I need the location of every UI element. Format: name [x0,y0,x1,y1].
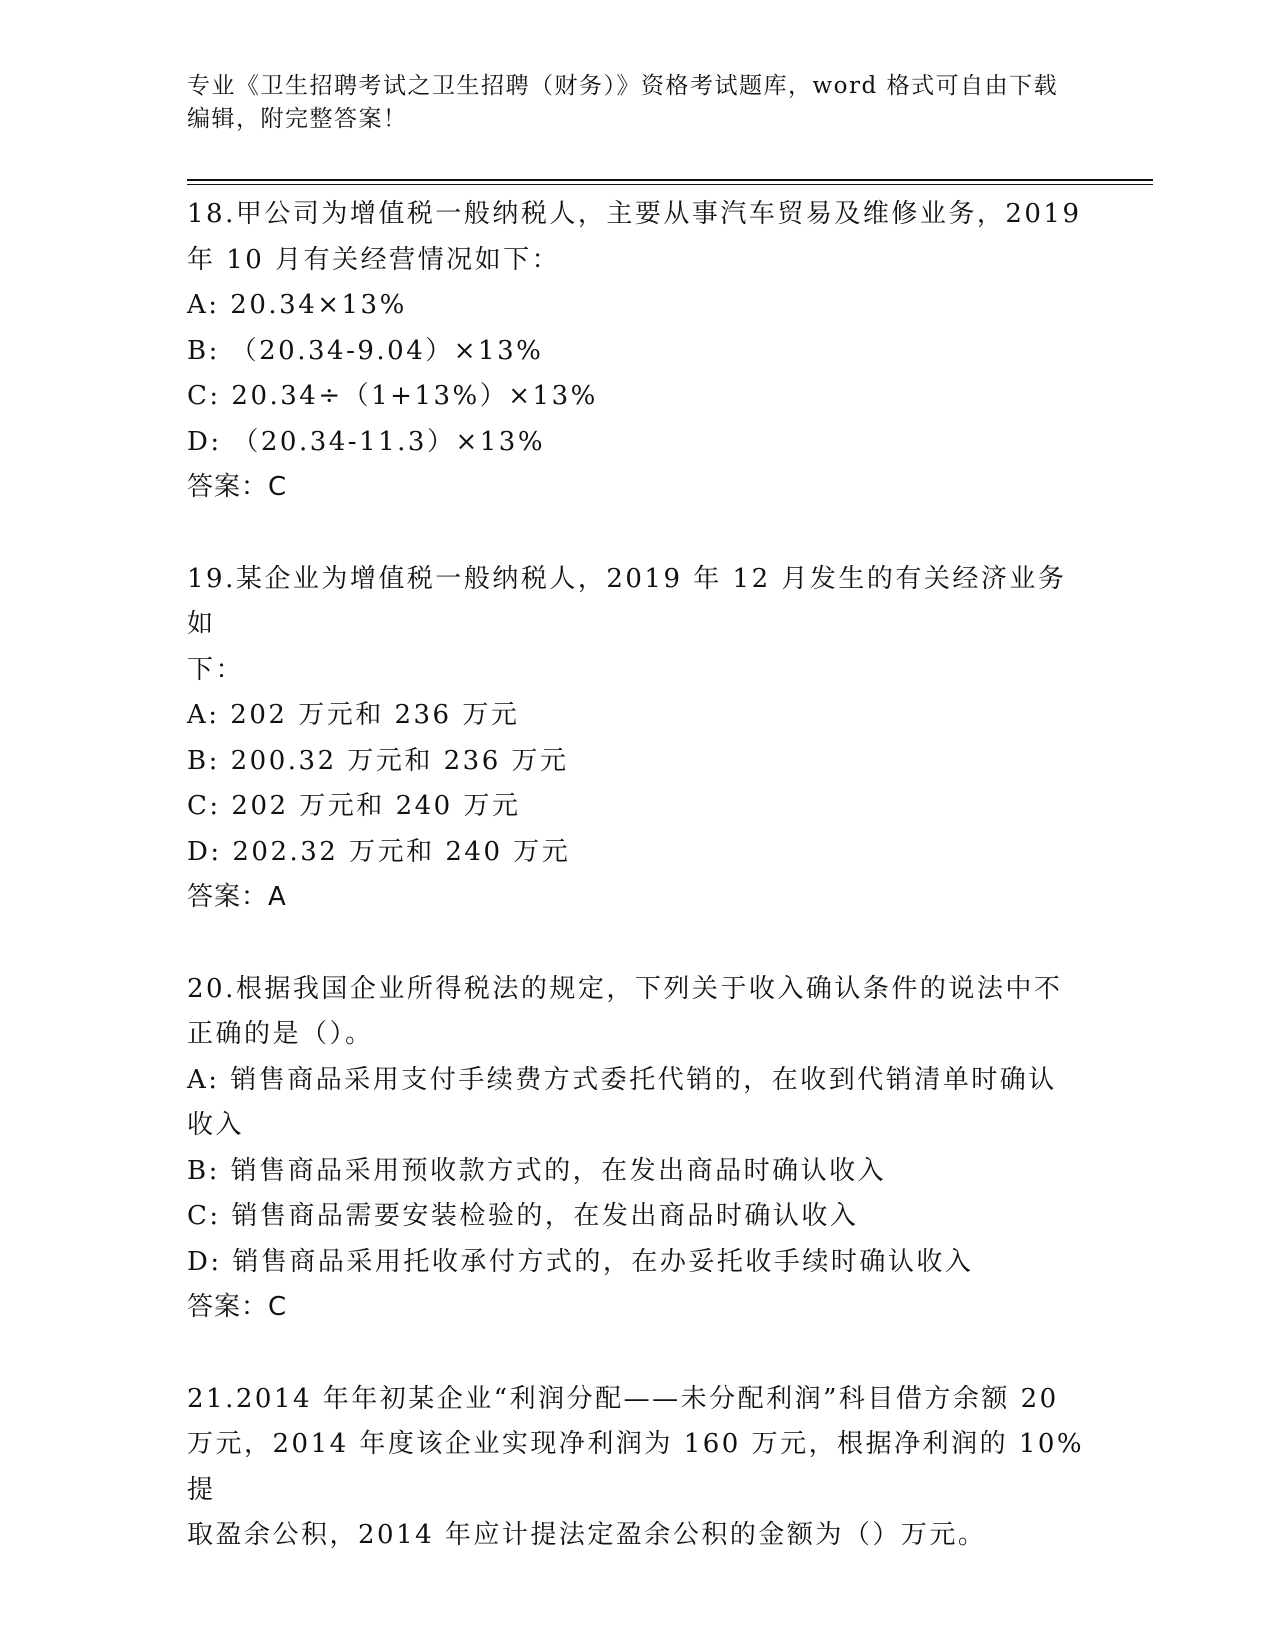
question-stem: 正确的是（）。 [187,1019,374,1049]
question-stem: 20.根据我国企业所得税法的规定，下列关于收入确认条件的说法中不 [187,973,1063,1004]
question-stem: 万元，2014 年度该企业实现净利润为 160 万元，根据净利润的 10%提 [187,1429,1085,1505]
header-rule-thick [187,179,1153,181]
header-line-1: 专业《卫生招聘考试之卫生招聘（财务）》资格考试题库，word 格式可自由下载 [187,73,1059,99]
option-a: A: 20.34×13% [187,290,407,320]
option-c: C: 销售商品需要安装检验的，在发出商品时确认收入 [187,1201,859,1231]
header-rule-thin [187,184,1153,185]
question-stem: 19.某企业为增值税一般纳税人，2019 年 12 月发生的有关经济业务如 [187,563,1067,639]
option-d: D: 销售商品采用托收承付方式的，在办妥托收手续时确认收入 [187,1246,974,1277]
answer: 答案：C [187,472,288,502]
question-stem: 取盈余公积，2014 年应计提法定盈余公积的金额为（）万元。 [187,1520,987,1550]
option-d: D: （20.34-11.3）×13% [187,426,546,457]
question-stem: 18.甲公司为增值税一般纳税人，主要从事汽车贸易及维修业务，2019 [187,199,1082,229]
question-19 [187,557,1087,921]
option-b: B: 销售商品采用预收款方式的，在发出商品时确认收入 [187,1155,887,1186]
question-18 [187,192,1087,511]
question-20 [187,967,1087,1331]
option-c: C: 202 万元和 240 万元 [187,791,521,821]
answer: 答案：A [187,882,287,912]
option-a-continued: 收入 [187,1110,245,1140]
question-stem: 下： [187,654,245,685]
question-stem: 21.2014 年年初某企业“利润分配——未分配利润”科目借方余额 20 [187,1383,1059,1414]
question-list [187,192,1087,1605]
option-a: A: 销售商品采用支付手续费方式委托代销的，在收到代销清单时确认 [187,1064,1057,1095]
option-b: B: 200.32 万元和 236 万元 [187,745,569,776]
header-line-2: 编辑，附完整答案！ [187,106,408,132]
document-header [187,70,1087,136]
option-a: A: 202 万元和 236 万元 [187,700,520,730]
question-21 [187,1377,1087,1559]
option-d: D: 202.32 万元和 240 万元 [187,836,571,867]
option-b: B: （20.34-9.04）×13% [187,335,544,366]
question-stem: 年 10 月有关经营情况如下： [187,244,561,275]
answer: 答案：C [187,1292,288,1322]
option-c: C: 20.34÷（1+13%）×13% [187,381,598,411]
